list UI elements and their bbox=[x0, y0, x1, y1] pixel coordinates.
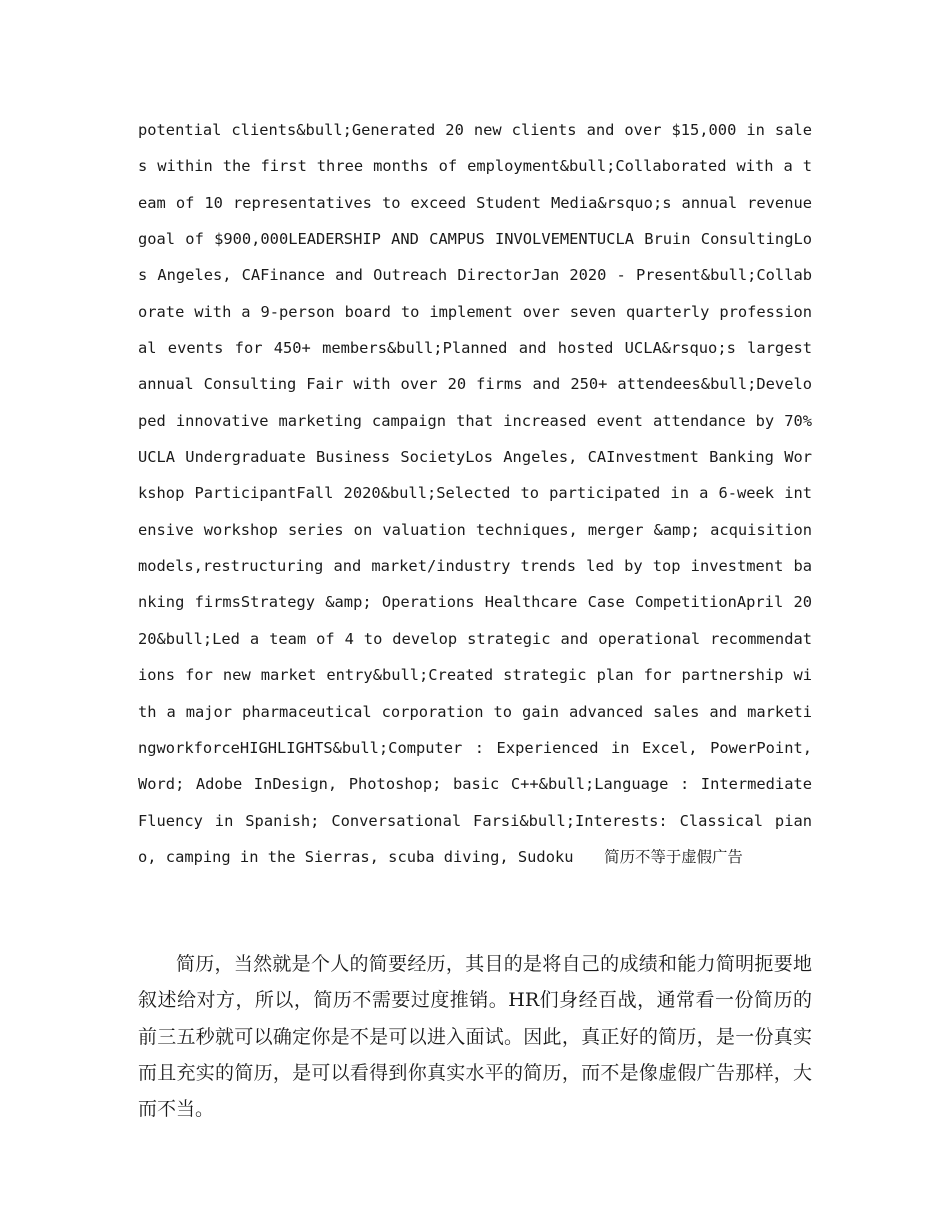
resume-text-paragraph: potential clients&bull;Generated 20 new clients and over $15,000 in sales within the first three months of employment&bull;Collaborated with a team of 10 representatives to exceed Student Media&rsquo;s annual revenue goal of $900,000LEADERSHIP AND CAMPUS INVOLVEMENTUCLA Bruin ConsultingLos Angeles, CAFinance and Outreach DirectorJan 2020 - Present&bull;Collaborate with a 9-person board to implement over seven quarterly professional events for 450+ members&bull;Planned and hosted UCLA&rsquo;s largest annual Consulting Fair with over 20 firms and 250+ attendees&bull;Developed innovative marketing campaign that increased event attendance by 70%UCLA Undergraduate Business SocietyLos Angeles, CAInvestment Banking Workshop ParticipantFall 2020&bull;Selected to participated in a 6-week intensive workshop series on valuation techniques, merger &amp; acquisition models,restructuring and market/industry trends led by top investment banking firmsStrategy &amp; Operations Healthcare Case CompetitionApril 2020&bull;Led a team of 4 to develop strategic and operational recommendations for new market entry&bull;Created strategic plan for partnership with a major pharmaceutical corporation to gain advanced sales and marketingworkforceHIGHLIGHTS&bull;Computer : Experienced in Excel, PowerPoint, Word; Adobe InDesign, Photoshop; basic C++&bull;Language : Intermediate Fluency in Spanish; Conversational Farsi&bull;Interests: Classical piano, camping in the Sierras, scuba diving, Sudoku 简历不等于虚假广告 bbox=[138, 121, 812, 866]
resume-advice-paragraph: 简历，当然就是个人的简要经历，其目的是将自己的成绩和能力简明扼要地叙述给对方，所以，简历不需要过度推销。HR们身经百战，通常看一份简历的前三五秒就可以确定你是不是可以进入面试。因此，真正好的简历，是一份真实而且充实的简历，是可以看得到你真实水平的简历，而不是像虚假广告那样，大而不当。 bbox=[138, 953, 812, 1121]
